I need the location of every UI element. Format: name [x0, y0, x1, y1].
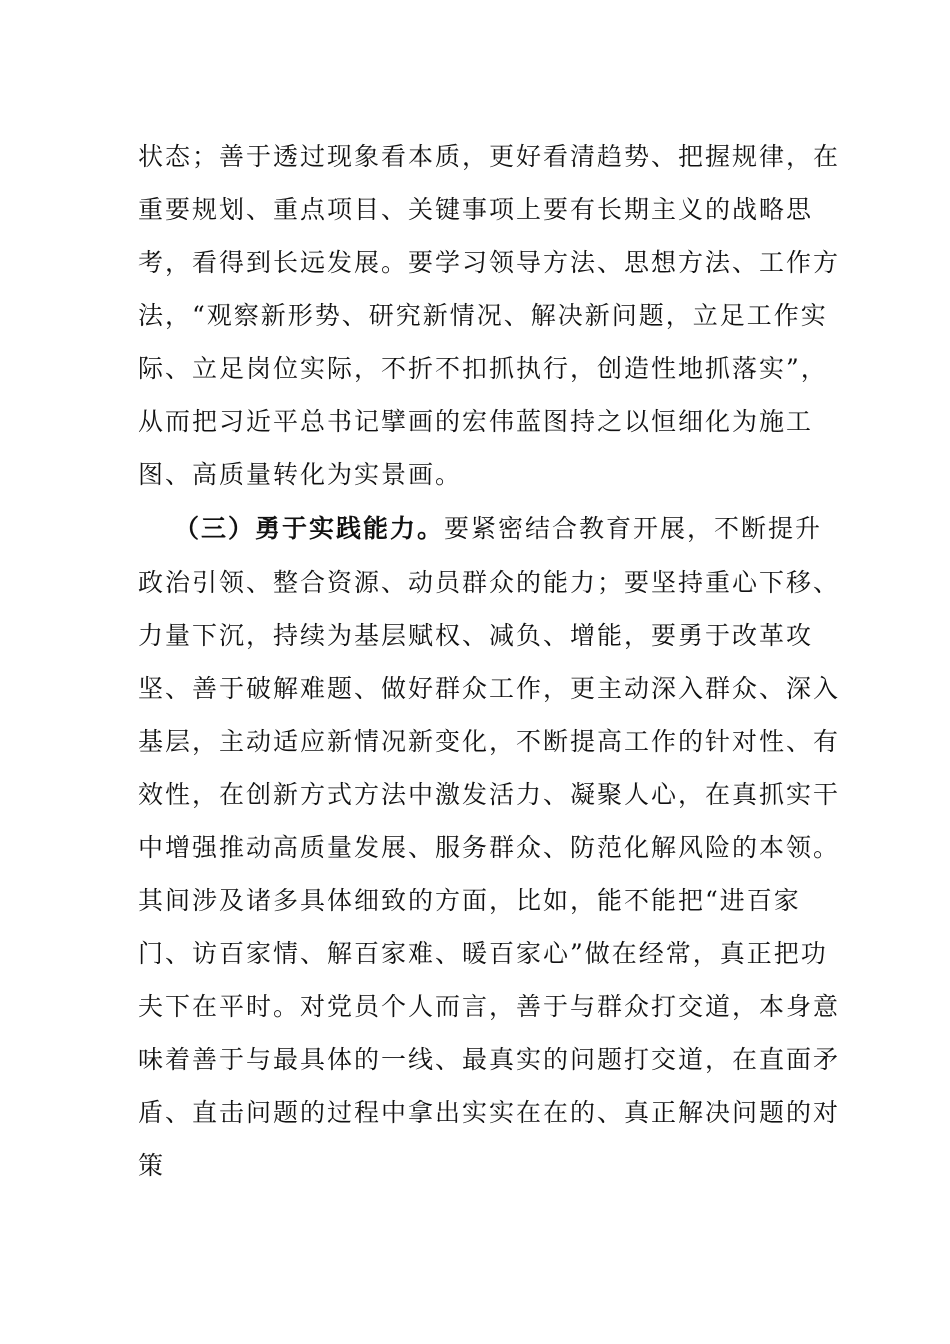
- p1-line-1: 状态；善于透过现象看本质，更好看清趋势、把握规律，在: [138, 142, 841, 171]
- p1-line-4: 法，“观察新形势、研究新情况、解决新问题，立足工作实: [138, 301, 828, 330]
- p2-line-5: 基层，主动适应新情况新变化，不断提高工作的针对性、有: [138, 727, 841, 756]
- p2-line-2: 政治引领、整合资源、动员群众的能力；要坚持重心下移、: [138, 568, 841, 597]
- p1-line-2: 重要规划、重点项目、关键事项上要有长期主义的战略思: [138, 195, 814, 224]
- p1-line-7: 图、高质量转化为实景画。: [138, 460, 463, 489]
- p1-line-3: 考，看得到长远发展。要学习领导方法、思想方法、工作方: [138, 248, 841, 277]
- p2-first-line-text: 要紧密结合教育开展，不断提升: [444, 514, 823, 543]
- p2-first-line: [174, 509, 822, 549]
- p2-line-4: 坚、善于破解难题、做好群众工作，更主动深入群众、深入: [138, 674, 841, 703]
- p2-line-8: 其间涉及诸多具体细致的方面，比如，能不能把“进百家: [138, 886, 801, 915]
- section-heading: （三）勇于实践能力。: [174, 514, 445, 543]
- p1-line-6: 从而把习近平总书记擘画的宏伟蓝图持之以恒细化为施工: [138, 407, 814, 436]
- p2-line-10: 夫下在平时。对党员个人而言，善于与群众打交道，本身意: [138, 992, 841, 1021]
- p2-line-3: 力量下沉，持续为基层赋权、减负、增能，要勇于改革攻: [138, 621, 814, 650]
- p2-line-12: 盾、直击问题的过程中拿出实实在在的、真正解决问题的对: [138, 1098, 841, 1127]
- p2-line-13: 策: [138, 1151, 166, 1180]
- p2-line-6: 效性，在创新方式方法中激发活力、凝聚人心，在真抓实干: [138, 780, 841, 809]
- p2-line-7: 中增强推动高质量发展、服务群众、防范化解风险的本领。: [138, 833, 841, 862]
- p2-line-11: 味着善于与最具体的一线、最真实的问题打交道，在直面矛: [138, 1045, 841, 1074]
- p1-line-5: 际、立足岗位实际，不折不扣抓执行，创造性地抓落实”，: [138, 354, 828, 383]
- p2-line-9: 门、访百家情、解百家难、暖百家心”做在经常，真正把功: [138, 939, 828, 968]
